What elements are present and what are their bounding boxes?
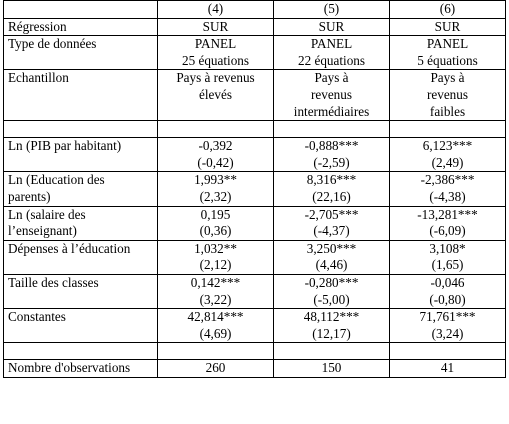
sample-line: Pays à [430,70,465,86]
sample-line: revenus [310,86,352,102]
coef-value: -0,046 [430,274,465,290]
blank-cell [390,121,506,138]
data-type-line: 5 équations [417,52,478,68]
t-stat-value: (0,36) [199,223,232,239]
coef-value: -2,705*** [304,206,359,222]
blank-cell [274,343,390,360]
t-stat-value: (4,69) [199,325,232,341]
coef-cell [274,138,390,172]
coef-cell [158,172,274,206]
variable-label-line: Taille des classes [8,274,99,290]
t-stat-value: (-4,37) [313,223,350,239]
t-stat-value: (3,22) [199,291,232,307]
t-stat-value: (2,49) [431,154,464,170]
t-stat-value: (-4,38) [429,188,466,204]
coef-cell [390,274,506,308]
coef-cell [390,172,506,206]
sample-cell [274,70,390,121]
observations-cell: 150 [274,360,390,378]
coef-cell [274,309,390,343]
coef-value: 8,316*** [306,172,357,188]
sample-line: revenus [426,86,468,102]
coef-value: 3,250*** [306,240,357,256]
t-stat-value: (4,46) [315,257,348,273]
coef-cell [390,240,506,274]
blank-row [4,121,506,138]
variable-label-line: Dépenses à l’éducation [8,240,131,256]
variable-label [4,274,158,308]
coef-value: 0,142*** [190,274,241,290]
variable-label-line: Ln (salaire des [8,206,86,222]
row-label: Régression [4,18,158,36]
variable-row [4,172,506,206]
coef-value: 3,108* [429,240,466,256]
variable-label-line: Ln (PIB par habitant) [8,138,122,154]
header-cell-col5: (5) [274,1,390,19]
regression-table [3,0,506,378]
row-label: Nombre d'observations [4,360,158,378]
observations-cell: 260 [158,360,274,378]
regression-cell: SUR [390,18,506,36]
blank-cell [390,343,506,360]
t-stat-value: (-6,09) [429,223,466,239]
data-type-line: 22 équations [297,52,366,68]
row-label: Echantillon [4,70,158,121]
coef-cell [390,138,506,172]
t-stat-value: (22,16) [312,188,351,204]
sample-cell [390,70,506,121]
data-type-line: PANEL [426,36,469,52]
coef-value: 6,123*** [422,138,473,154]
variable-label [4,172,158,206]
blank-cell [158,343,274,360]
coef-cell [158,206,274,240]
data-type-line: 25 équations [181,52,250,68]
data-type-row [4,36,506,70]
variable-label [4,309,158,343]
coef-cell [158,309,274,343]
sample-line: Pays à revenus [176,70,255,86]
coef-value: -13,281*** [417,206,478,222]
blank-cell [274,121,390,138]
coef-value: 48,112*** [303,309,360,325]
data-type-cell [274,36,390,70]
coef-cell [158,138,274,172]
row-label: Type de données [4,36,158,70]
coef-value: -0,280*** [304,274,359,290]
header-cell-col4: (4) [158,1,274,19]
data-type-line: PANEL [194,36,237,52]
coef-value: -0,888*** [304,138,359,154]
regression-cell: SUR [274,18,390,36]
observations-cell: 41 [390,360,506,378]
variable-row [4,206,506,240]
t-stat-value: (2,12) [199,257,232,273]
coef-cell [158,240,274,274]
variable-label-line: parents) [8,188,51,204]
variable-row [4,309,506,343]
variable-row [4,274,506,308]
observations-row [4,360,506,378]
variable-row [4,138,506,172]
sample-cell [158,70,274,121]
t-stat-value: (2,32) [199,188,232,204]
t-stat-value: (3,24) [431,325,464,341]
t-stat-value: (12,17) [312,325,351,341]
data-type-cell [158,36,274,70]
coef-cell [274,240,390,274]
variable-label-line: Ln (Education des [8,172,105,188]
variable-row [4,240,506,274]
coef-cell [274,206,390,240]
regression-cell: SUR [158,18,274,36]
regression-row [4,18,506,36]
t-stat-value: (-2,59) [313,154,350,170]
blank-cell [4,343,158,360]
coef-value: 71,761*** [419,309,476,325]
variable-label [4,138,158,172]
coef-value: -2,386*** [420,172,475,188]
variable-label [4,240,158,274]
t-stat-value: (1,65) [431,257,464,273]
variable-label [4,206,158,240]
variable-label-line: l’enseignant) [8,223,77,239]
blank-cell [158,121,274,138]
t-stat-value: (-0,80) [429,291,466,307]
coef-value: 1,993** [194,172,237,188]
coef-cell [274,274,390,308]
header-cell-col6: (6) [390,1,506,19]
table-header-row [4,1,506,19]
coef-value: 0,195 [200,206,231,222]
coef-cell [390,309,506,343]
blank-row [4,343,506,360]
coef-cell [158,274,274,308]
sample-line: Pays à [314,70,349,86]
sample-line: intermédiaires [293,103,370,119]
blank-cell [4,121,158,138]
t-stat-value: (-0,42) [197,154,234,170]
sample-line: faibles [429,103,466,119]
coef-value: 1,032** [194,240,237,256]
coef-cell [274,172,390,206]
data-type-cell [390,36,506,70]
sample-line: élevés [199,86,232,102]
coef-cell [390,206,506,240]
data-type-line: PANEL [310,36,353,52]
sample-row [4,70,506,121]
coef-value: 42,814*** [187,309,244,325]
t-stat-value: (-5,00) [313,291,350,307]
coef-value: -0,392 [198,138,233,154]
header-cell-empty [4,1,158,19]
variable-label-line: Constantes [8,309,66,325]
